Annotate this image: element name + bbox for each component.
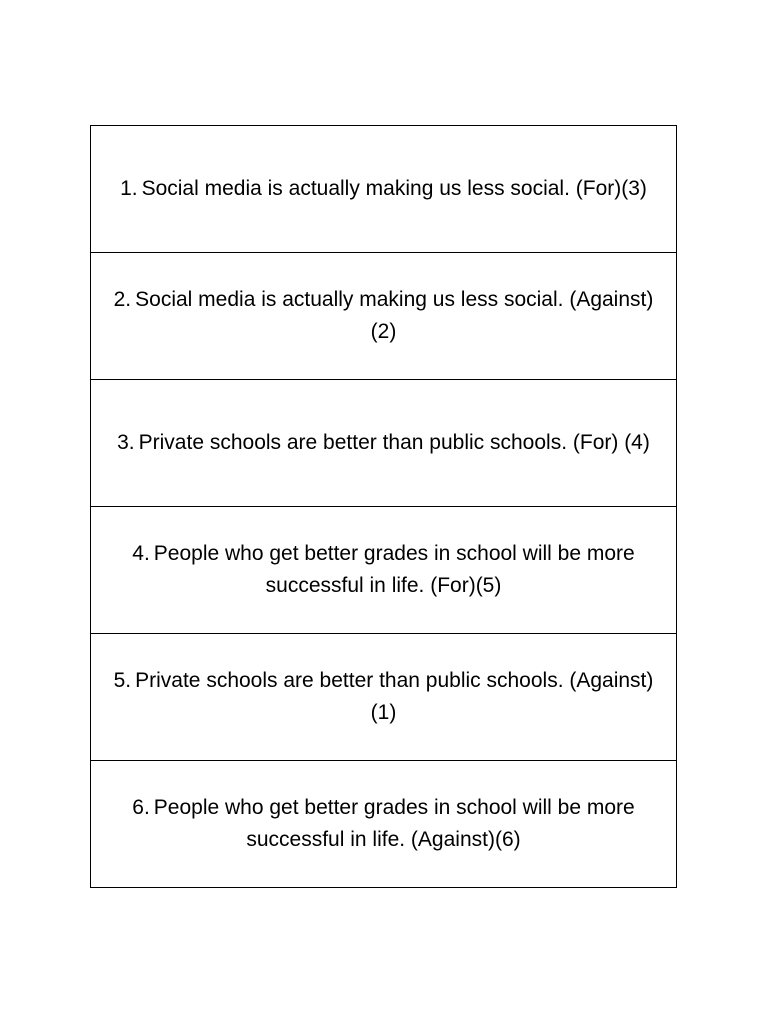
topic-text: People who get better grades in school will be more successful in life. (For)(5) — [153, 542, 635, 597]
topic-text: People who get better grades in school will be more successful in life. (Against)(6) — [153, 796, 635, 851]
table-row — [91, 380, 677, 507]
topic-text: Social media is actually making us less social. (Against)(2) — [135, 288, 654, 343]
topic-number: 1. — [120, 177, 138, 200]
table-row — [91, 507, 677, 634]
topic-text: Private schools are better than public schools. (Against)(1) — [135, 669, 654, 724]
topic-cell — [91, 380, 677, 507]
topic-number: 5. — [113, 669, 132, 692]
topic-cell — [91, 634, 677, 761]
topic-text: Social media is actually making us less social. (For)(3) — [141, 177, 647, 200]
table-row — [91, 761, 677, 888]
topic-cell — [91, 761, 677, 888]
topic-cell — [91, 126, 677, 253]
topic-number: 6. — [132, 796, 150, 819]
table-row — [91, 634, 677, 761]
debate-topics-table — [90, 125, 677, 888]
topic-cell — [91, 253, 677, 380]
topic-cell — [91, 507, 677, 634]
table-row — [91, 126, 677, 253]
table-row — [91, 253, 677, 380]
topic-text: Private schools are better than public schools. (For) (4) — [138, 431, 650, 454]
topic-number: 2. — [113, 288, 132, 311]
topic-number: 4. — [132, 542, 150, 565]
topic-number: 3. — [117, 431, 135, 454]
